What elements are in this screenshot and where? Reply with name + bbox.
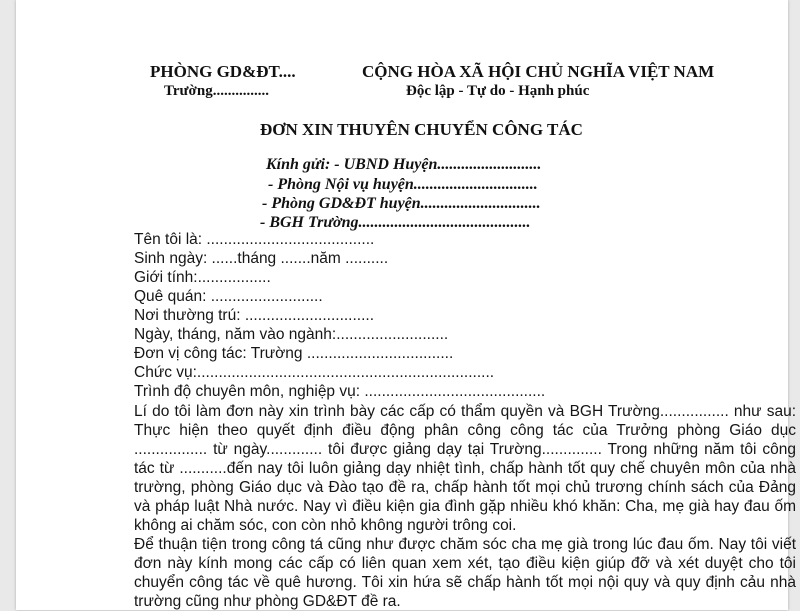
recipient-line-1: Kính gửi: - UBND Huyện.......................... [266,156,542,173]
field-workplace: Đơn vị công tác: Trường .................................. [134,345,454,362]
field-hometown: Quê quán: .......................... [134,288,323,305]
document-title: ĐƠN XIN THUYÊN CHUYỂN CÔNG TÁC [260,120,583,139]
header-department: PHÒNG GD&ĐT.... [150,62,296,81]
field-birth-date: Sinh ngày: ......tháng .......năm .......... [134,250,389,267]
header-national-title: CỘNG HÒA XÃ HỘI CHỦ NGHĨA VIỆT NAM [362,62,715,81]
field-full-name: Tên tôi là: ....................................... [134,231,375,248]
recipient-line-2: - Phòng Nội vụ huyện............................... [268,176,538,193]
field-qualification: Trình độ chuyên môn, nghiệp vụ: .......................................... [134,383,546,400]
reason-paragraph: Lí do tôi làm đơn này xin trình bày các cấp có thẩm quyền và BGH Trường................ như sau: Thực hiện theo quyết định điều động phân công công tác của Trưởng phòng Giáo dục ................. từ ngày............. tôi được giảng dạy tại Trường.............. Trong những năm tôi công tác từ ...........đến nay tôi luôn giảng dạy nhiệt tình, chấp hành tốt quy chế chuyên môn của nhà trường, phòng Giáo dục và Đào tạo đề ra, chấp hành tốt mọi chủ trương chính sách của Đảng và pháp luật Nhà nước. Nay vì điều kiện gia đình gặp nhiều khó khăn: Cha, mẹ già hay đau ốm không ai chăm sóc, con còn nhỏ không người trông coi. [134,403,796,534]
field-start-date: Ngày, tháng, năm vào ngành:.......................... [134,326,449,343]
document-page [16,0,796,610]
recipient-line-3: - Phòng GD&ĐT huyện.............................. [262,195,541,212]
header-motto: Độc lập - Tự do - Hạnh phúc [406,83,590,99]
recipient-line-4: - BGH Trường........................................... [260,214,531,231]
field-gender: Giới tính:................. [134,269,271,286]
header-school: Trường............... [164,83,269,99]
field-residence: Nơi thường trú: .............................. [134,307,375,324]
request-paragraph: Để thuận tiện trong công tá cũng như được chăm sóc cha mẹ già trong lúc đau ốm. Nay tôi viết đơn này kính mong các cấp có liên quan xem xét, tạo điều kiện giúp đỡ và xét duyệt cho tôi chuyển công tác về quê hương. Tôi xin hứa sẽ chấp hành tốt mọi nội quy và quy định cảu nhà trường cũng như phòng GD&ĐT đề ra. [134,536,796,610]
field-position: Chức vụ:..................................................................... [134,364,495,381]
